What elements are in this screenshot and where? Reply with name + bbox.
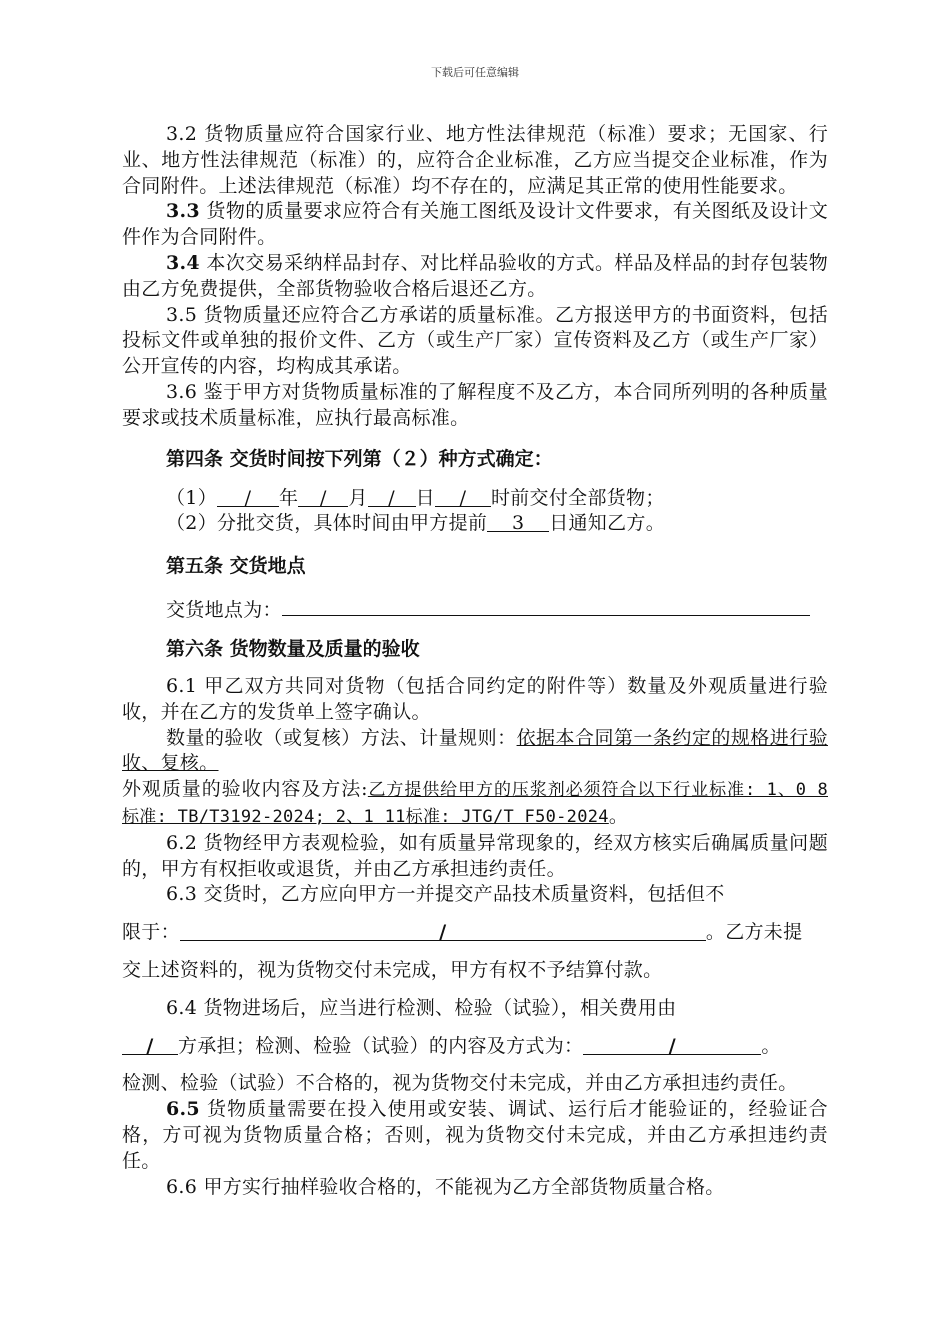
appearance-inspection-value: 乙方提供给甲方的压浆剂必须符合以下行业标准: 1、0 8 标准: TB/T3192-2024; 2、1 11标准: JTG/T F50-2024 [122, 780, 828, 827]
appearance-inspection-label: 外观质量的验收内容及方法: [122, 778, 368, 801]
clause-3-2: 3.2 货物质量应符合国家行业、地方性法律规范（标准）要求；无国家、行业、地方性法律规范（标准）的，应符合企业标准，乙方应当提交企业标准，作为合同附件。上述法律规范（标准）均不存在的，应满足其正常的使用性能要求。 [122, 123, 828, 197]
clause-6-3-suffix: 。乙方未提 [705, 921, 803, 944]
option-1-suffix: 时前交付全部货物； [490, 486, 665, 509]
article-6-heading: 第六条 货物数量及质量的验收 [166, 637, 420, 660]
header-note: 下载后可任意编辑 [431, 66, 519, 79]
clause-6-4-end: 。 [761, 1034, 781, 1057]
clause-3-4-text: 本次交易采纳样品封存、对比样品验收的方式。样品及样品的封存包装物由乙方免费提供，全部货物验收合格后退还乙方。 [122, 251, 828, 300]
clause-6-2: 6.2 货物经甲方表观检验，如有质量异常现象的，经双方核实后确属质量问题的，甲方有权拒收或退货，并由乙方承担违约责任。 [122, 831, 828, 880]
delivery-option-2 [122, 511, 828, 537]
option-1-prefix: （1） [166, 486, 217, 509]
clause-6-3-line-2 [122, 920, 828, 946]
clause-6-6: 6.6 甲方实行抽样验收合格的，不能视为乙方全部货物质量合格。 [166, 1175, 725, 1198]
clause-3-4 [122, 251, 828, 303]
clause-3-3 [122, 199, 828, 251]
clause-3-3-number: 3.3 [166, 200, 200, 223]
cost-party-blank [122, 1034, 178, 1055]
article-4-heading: 第四条 交货时间按下列第（２）种方式确定： [166, 447, 553, 470]
clause-3-5: 3.5 货物质量还应符合乙方承诺的质量标准。乙方报送甲方的书面资料，包括投标文件或单独的报价文件、乙方（或生产厂家）宣传资料及乙方（或生产厂家）公开宣传的内容，均构成其承诺。 [122, 303, 828, 378]
day-label: 日 [415, 486, 435, 509]
appearance-inspection [122, 777, 828, 831]
test-method-blank [583, 1034, 761, 1055]
clause-3-3-text: 货物的质量要求应符合有关施工图纸及设计文件要求，有关图纸及设计文件作为合同附件。 [122, 200, 828, 249]
clause-3-4-number: 3.4 [166, 251, 200, 274]
quantity-inspection-value: 依据本合同第一条约定的规格进行验收、复核。 [122, 726, 828, 775]
clause-6-5-number: 6.5 [166, 1098, 200, 1121]
hour-blank: / [435, 486, 491, 507]
clause-6-3-prefix: 限于： [122, 921, 180, 944]
clause-6-5-text: 货物质量需要在投入使用或安装、调试、运行后才能验证的，经验证合格，方可视为货物质量合格；否则，视为货物交付未完成，并由乙方承担违约责任。 [122, 1098, 828, 1172]
month-label: 月 [348, 486, 368, 509]
clause-6-4-line-2 [122, 1034, 828, 1060]
appearance-inspection-end: 。 [608, 804, 629, 827]
option-2-suffix: 日通知乙方。 [549, 512, 666, 535]
document-body [122, 122, 828, 1200]
cost-party-slash: / [146, 1034, 154, 1057]
quantity-inspection [122, 726, 828, 778]
clause-6-4-line-3: 检测、检验（试验）不合格的，视为货物交付未完成，并由乙方承担违约责任。 [122, 1072, 798, 1095]
article-5-heading: 第五条 交货地点 [166, 555, 306, 578]
delivery-location-label: 交货地点为： [166, 599, 282, 622]
clause-6-1: 6.1 甲乙双方共同对货物（包括合同约定的附件等）数量及外观质量进行验收，并在乙方的发货单上签字确认。 [122, 674, 828, 723]
materials-slash: / [439, 921, 447, 944]
delivery-location-line [122, 595, 828, 624]
month-blank: / [298, 486, 348, 507]
year-blank: / [217, 486, 279, 507]
option-2-prefix: （2）分批交货，具体时间由甲方提前 [166, 512, 488, 535]
delivery-option-1 [122, 486, 828, 512]
clause-3-6: 3.6 鉴于甲方对货物质量标准的了解程度不及乙方，本合同所列明的各种质量要求或技术质量标准，应执行最高标准。 [122, 380, 828, 429]
day-blank: / [368, 486, 416, 507]
quantity-inspection-label: 数量的验收（或复核）方法、计量规则： [166, 726, 517, 749]
test-method-slash: / [668, 1034, 676, 1057]
notice-days-blank: 3 [487, 511, 549, 532]
clause-6-3-line-3: 交上述资料的，视为货物交付未完成，甲方有权不予结算付款。 [122, 958, 663, 981]
clause-6-4-line-1: 6.4 货物进场后，应当进行检测、检验（试验），相关费用由 [166, 996, 677, 1019]
clause-6-4-middle: 方承担；检测、检验（试验）的内容及方式为： [178, 1034, 584, 1057]
materials-blank [180, 920, 706, 944]
clause-6-5 [122, 1097, 828, 1174]
delivery-location-blank [282, 595, 810, 616]
year-label: 年 [279, 486, 299, 509]
clause-6-3-line-1: 6.3 交货时，乙方应向甲方一并提交产品技术质量资料，包括但不 [166, 883, 725, 906]
